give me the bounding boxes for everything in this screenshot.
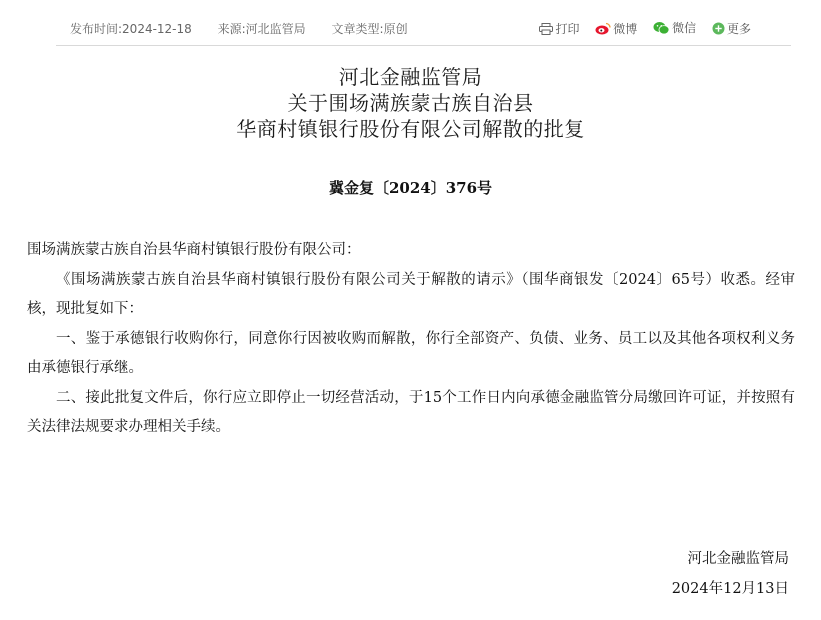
signing-organization: 河北金融监管局 bbox=[687, 551, 789, 567]
publish-time bbox=[70, 22, 192, 36]
document-title bbox=[0, 64, 821, 142]
signature-block bbox=[672, 544, 789, 604]
article-type-label: 文章类型: bbox=[331, 22, 384, 36]
wechat-label: 微信 bbox=[672, 21, 697, 35]
weibo-label: 微博 bbox=[613, 21, 638, 36]
publish-time-value: 2024-12-18 bbox=[122, 22, 192, 36]
signing-date: 2024年12月13日 bbox=[671, 581, 789, 597]
body-paragraph-3: 二、接此批复文件后，你行应立即停止一切经营活动，于15个工作日内向承德金融监管分局缴回许可证，并按照有关法律法规要求办理相关手续。 bbox=[27, 389, 795, 435]
article-type bbox=[332, 22, 408, 36]
print-button[interactable] bbox=[539, 20, 579, 37]
wechat-icon bbox=[653, 21, 670, 35]
source bbox=[218, 22, 306, 36]
source-value: 河北监管局 bbox=[245, 22, 306, 36]
title-line-2: 关于围场满族蒙古族自治县 bbox=[287, 91, 534, 115]
print-label: 打印 bbox=[555, 22, 580, 36]
plus-circle-icon bbox=[712, 22, 725, 35]
printer-icon bbox=[539, 23, 553, 35]
document-number: 冀金复〔2024〕376号 bbox=[328, 179, 493, 197]
more-share-button[interactable] bbox=[712, 20, 751, 37]
body-paragraph-2: 一、鉴于承德银行收购你行，同意你行因被收购而解散，你行全部资产、负债、业务、员工以及其他各项权利义务由承德银行承继。 bbox=[27, 330, 795, 376]
source-label: 来源: bbox=[217, 22, 246, 36]
wechat-share-button[interactable] bbox=[653, 19, 696, 36]
article-type-value: 原创 bbox=[383, 22, 408, 36]
body-paragraph-1: 《围场满族蒙古族自治县华商村镇银行股份有限公司关于解散的请示》（围华商银发〔2024〕65号）收悉。经审核，现批复如下： bbox=[27, 271, 795, 317]
document-body bbox=[27, 236, 795, 443]
publish-time-label: 发布时间: bbox=[70, 22, 123, 36]
share-toolbar bbox=[527, 19, 751, 38]
article-meta-bar bbox=[56, 12, 791, 46]
article-meta bbox=[70, 20, 430, 37]
title-line-3: 华商村镇银行股份有限公司解散的批复 bbox=[236, 117, 585, 141]
title-line-1: 河北金融监管局 bbox=[338, 65, 483, 89]
more-label: 更多 bbox=[726, 21, 751, 36]
weibo-share-button[interactable] bbox=[595, 20, 637, 37]
salutation: 围场满族蒙古族自治县华商村镇银行股份有限公司： bbox=[27, 242, 361, 258]
weibo-icon bbox=[595, 22, 611, 35]
